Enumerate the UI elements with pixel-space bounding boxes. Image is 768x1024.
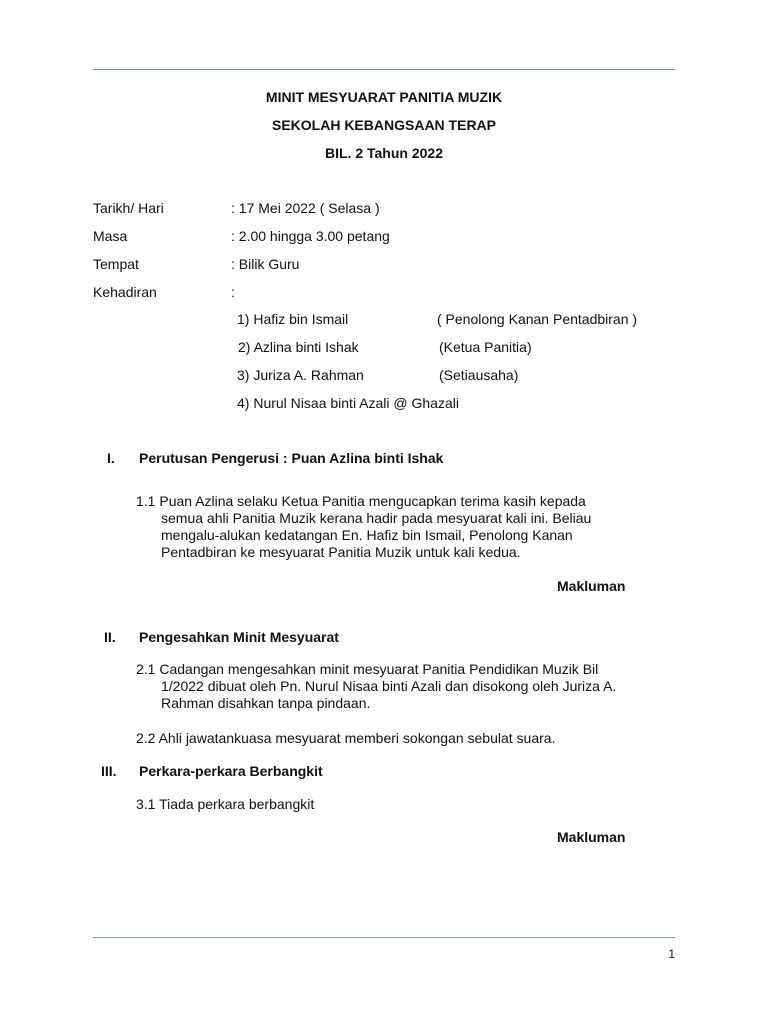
attendee-role: ( Penolong Kanan Pentadbiran ) xyxy=(437,311,638,327)
paragraph-line: Rahman disahkan tanpa pindaan. xyxy=(161,695,371,711)
paragraph-2-2: 2.2 Ahli jawatankuasa mesyuarat memberi sokongan sebulat suara. xyxy=(136,730,556,746)
header-rule xyxy=(93,69,675,70)
school-name: SEKOLAH KEBANGSAAN TERAP xyxy=(271,117,496,133)
action-note: Makluman xyxy=(557,829,626,845)
attendee-role: (Setiausaha) xyxy=(439,367,519,383)
footer-rule xyxy=(93,937,675,938)
doc-title: MINIT MESYUARAT PANITIA MUZIK xyxy=(265,89,503,105)
time-label: Masa xyxy=(93,228,128,244)
date-label: Tarikh/ Hari xyxy=(93,200,164,216)
attendance-colon: : xyxy=(231,284,235,300)
paragraph-line: semua ahli Panitia Muzik kerana hadir pada mesyuarat kali ini. Beliau xyxy=(161,510,592,526)
paragraph-line: 1/2022 dibuat oleh Pn. Nurul Nisaa binti Azali dan disokong oleh Juriza A. xyxy=(161,678,617,694)
section-heading: Pengesahkan Minit Mesyuarat xyxy=(139,629,339,645)
attendee-name: 3) Juriza A. Rahman xyxy=(237,367,364,383)
section-number: III. xyxy=(101,763,117,779)
attendee-role: (Ketua Panitia) xyxy=(439,339,532,355)
place-value: : Bilik Guru xyxy=(231,256,300,272)
paragraph-line: 2.1 Cadangan mengesahkan minit mesyuarat Panitia Pendidikan Muzik Bil xyxy=(136,661,599,677)
page-number: 1 xyxy=(668,947,675,961)
paragraph-line: 1.1 Puan Azlina selaku Ketua Panitia mengucapkan terima kasih kepada xyxy=(136,493,586,509)
paragraph-2-1 xyxy=(136,661,616,712)
paragraph-line: mengalu-alukan kedatangan En. Hafiz bin Ismail, Penolong Kanan xyxy=(161,527,573,543)
date-value: : 17 Mei 2022 ( Selasa ) xyxy=(231,200,380,216)
attendee-name: 4) Nurul Nisaa binti Azali @ Ghazali xyxy=(237,395,459,411)
attendee-name: 2) Azlina binti Ishak xyxy=(238,339,359,355)
section-heading: Perkara-perkara Berbangkit xyxy=(139,763,323,779)
place-label: Tempat xyxy=(93,256,139,272)
attendee-name: 1) Hafiz bin Ismail xyxy=(237,311,349,327)
section-number: I. xyxy=(107,450,115,466)
time-value: : 2.00 hingga 3.00 petang xyxy=(231,228,390,244)
meeting-number: BIL. 2 Tahun 2022 xyxy=(325,145,443,161)
attendance-label: Kehadiran xyxy=(93,284,157,300)
section-number: II. xyxy=(104,629,116,645)
action-note: Makluman xyxy=(557,578,626,594)
paragraph-1-1 xyxy=(136,493,591,561)
paragraph-3-1: 3.1 Tiada perkara berbangkit xyxy=(136,796,315,812)
section-heading: Perutusan Pengerusi : Puan Azlina binti Ishak xyxy=(139,450,444,466)
paragraph-line: Pentadbiran ke mesyuarat Panitia Muzik untuk kali kedua. xyxy=(161,544,521,560)
